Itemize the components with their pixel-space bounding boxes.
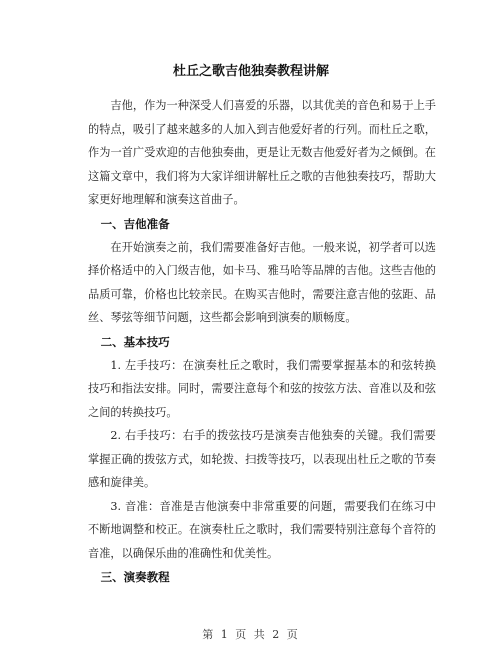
section-paragraph: 在开始演奏之前，我们需要准备好吉他。一般来说，初学者可以选择价格适中的入门级吉他，如卡马、雅马哈等品牌的吉他。这些吉他的品质可靠，价格也比较亲民。在购买吉他时，需要注意吉他的弦距、品丝、琴弦等细节问题，这些都会影响到演奏的顺畅度。: [88, 240, 436, 324]
section-heading-guitar-prep: 一、吉他准备: [100, 216, 170, 231]
document-body: [88, 94, 436, 589]
page-footer: 第 1 页 共 2 页: [202, 628, 300, 641]
document-title: 杜丘之歌吉他独奏教程讲解: [172, 64, 329, 79]
section-heading-tutorial: 三、演奏教程: [100, 570, 170, 584]
section-heading-basic-skills: 二、基本技巧: [100, 334, 170, 349]
intro-paragraph: 吉他，作为一种深受人们喜爱的乐器，以其优美的音色和易于上手的特点，吸引了越来越多的人加入到吉他爱好者的行列。而杜丘之歌，作为一首广受欢迎的吉他独奏曲，更是让无数吉他爱好者为之倾倒。在这篇文章中，我们将为大家详细讲解杜丘之歌的吉他独奏技巧，帮助大家更好地理解和演奏这首曲子。: [88, 99, 436, 206]
section-paragraph: 3. 音准：音准是吉他演奏中非常重要的问题，需要我们在练习中不断地调整和校正。在演奏杜丘之歌时，我们需要特别注意每个音符的音准，以确保乐曲的准确性和优美性。: [88, 499, 436, 560]
section-paragraph: 1. 左手技巧：在演奏杜丘之歌时，我们需要掌握基本的和弦转换技巧和指法安排。同时，需要注意每个和弦的按弦方法、音准以及和弦之间的转换技巧。: [88, 358, 436, 419]
section-paragraph: 2. 右手技巧：右手的拨弦技巧是演奏吉他独奏的关键。我们需要掌握正确的拨弦方式，如轮拨、扫拨等技巧，以表现出杜丘之歌的节奏感和旋律美。: [88, 429, 436, 489]
